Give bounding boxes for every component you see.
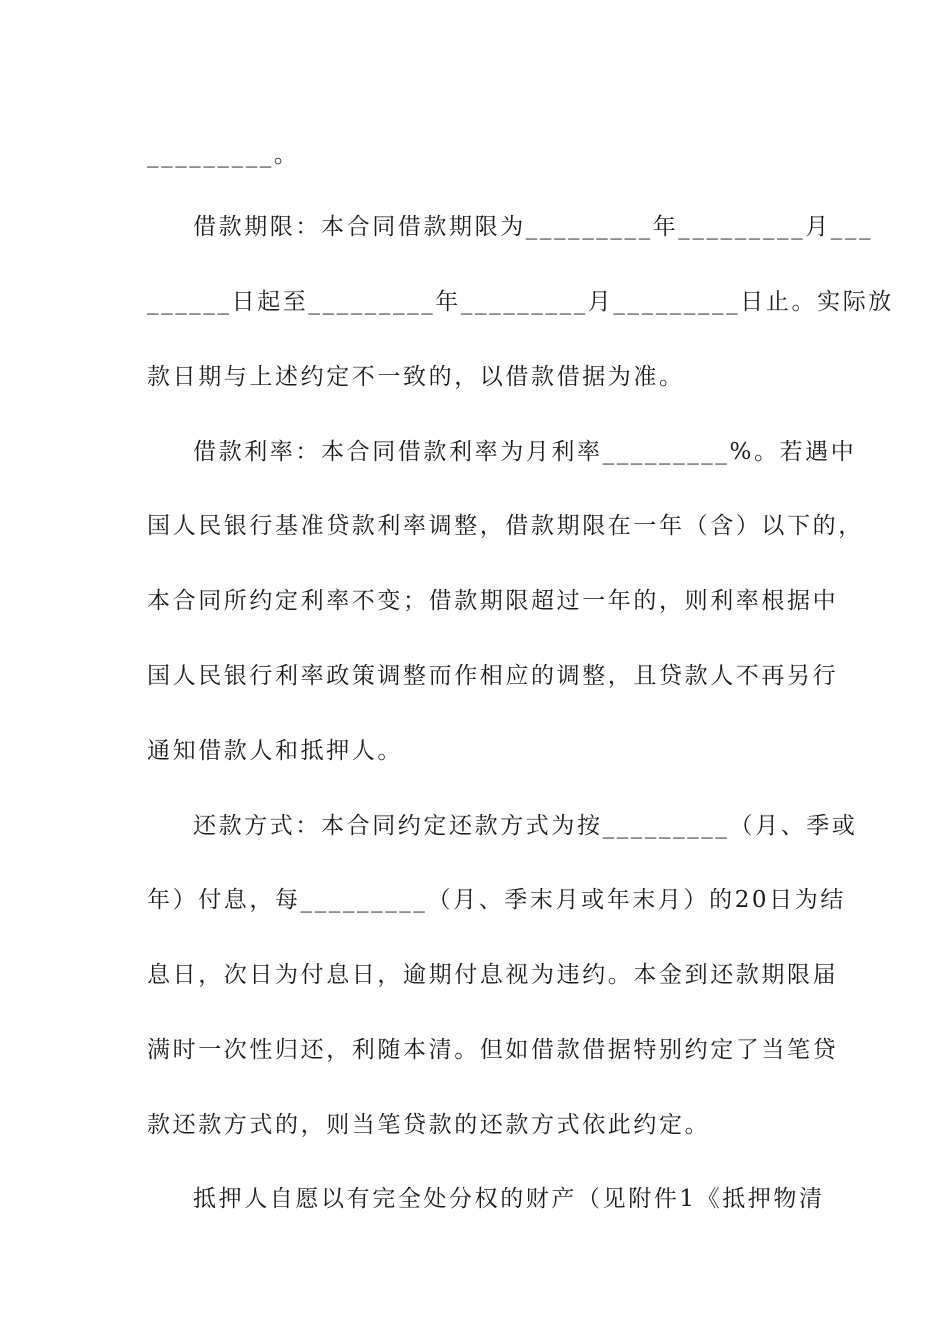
- text-line-2: 借款期限：本合同借款期限为_________年_________月___: [193, 214, 874, 240]
- text-line-13: 满时一次性归还，利随本清。但如借款借据特别约定了当笔贷: [147, 1037, 839, 1063]
- text-line-9: 通知借款人和抵押人。: [147, 738, 403, 764]
- text-line-12: 息日，次日为付息日，逾期付息视为违约。本金到还款期限届: [147, 962, 839, 988]
- text-line-3: ______日起至_________年_________月_________日止。实际放: [147, 289, 894, 315]
- text-line-5: 借款利率：本合同借款利率为月利率_________%。若遇中: [193, 439, 857, 465]
- text-line-15: 抵押人自愿以有完全处分权的财产（见附件1《抵押物清: [193, 1186, 825, 1212]
- text-line-8: 国人民银行利率政策调整而作相应的调整，且贷款人不再另行: [147, 663, 839, 689]
- text-line-6: 国人民银行基准贷款利率调整，借款期限在一年（含）以下的，: [147, 513, 864, 539]
- text-line-10: 还款方式：本合同约定还款方式为按_________（月、季或: [193, 813, 858, 839]
- text-line-1: _________。: [147, 142, 300, 168]
- text-line-4: 款日期与上述约定不一致的，以借款借据为准。: [147, 364, 685, 390]
- text-line-14: 款还款方式的，则当笔贷款的还款方式依此约定。: [147, 1112, 711, 1138]
- text-line-7: 本合同所约定利率不变；借款期限超过一年的，则利率根据中: [147, 588, 839, 614]
- text-line-11: 年）付息，每_________（月、季末月或年末月）的20日为结: [147, 887, 846, 913]
